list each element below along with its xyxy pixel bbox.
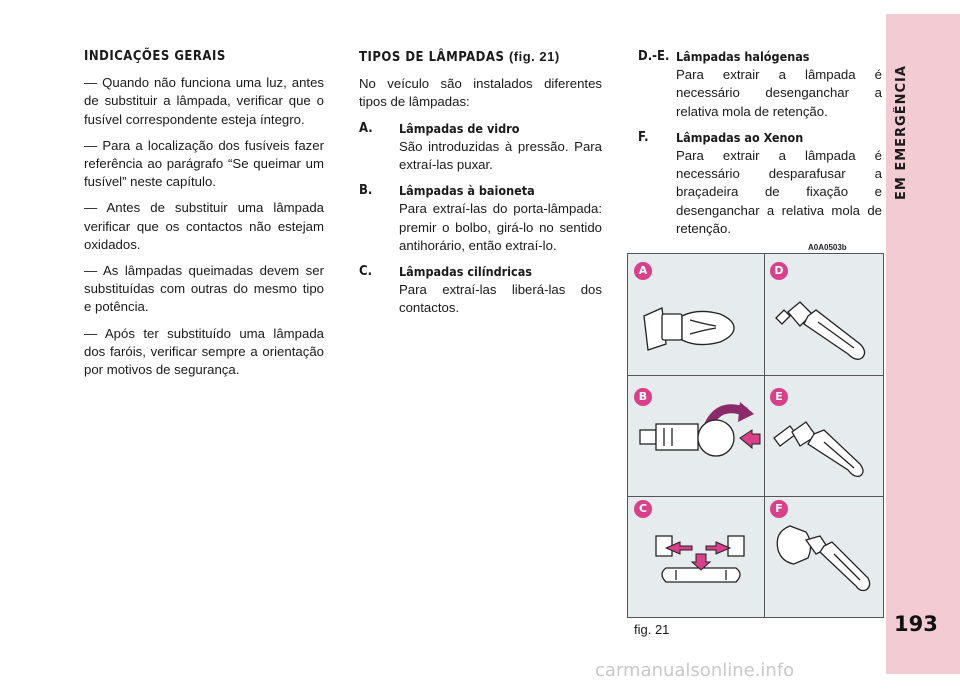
halogen-bulb-e-icon — [770, 406, 880, 486]
paragraph: — As lâmpadas queimadas devem ser substituídas com outras do mesmo tipo e potência. — [84, 263, 324, 315]
general-notes-column — [84, 48, 324, 387]
paragraph: — Para a localização dos fusíveis fazer referência ao parágrafo “Se queimar um fusível” neste capítulo. — [84, 137, 324, 190]
lamp-type-item: C. Lâmpadas cilíndricas Para extraí-las liberá-las dos contactos. — [359, 264, 602, 316]
lamp-type-item: B. Lâmpadas à baioneta Para extraí-las do porta-lâmpada: premir o bolbo, girá-lo no sentido antihorário, então extraí-lo. — [359, 183, 602, 253]
badge-c: C — [634, 500, 652, 518]
page-number: 193 — [894, 612, 938, 636]
lamp-types-heading: TIPOS DE LÂMPADAS (fig. 21) — [359, 49, 560, 65]
lamp-types-column — [359, 48, 602, 326]
paragraph: — Antes de substituir uma lâmpada verificar que os contactos não estejam oxidados. — [84, 200, 324, 252]
lamp-types-column-continued — [638, 48, 882, 246]
lamp-type-item: A. Lâmpadas de vidro São introduzidas à pressão. Para extraí-las puxar. — [359, 120, 602, 173]
badge-a: A — [634, 262, 652, 280]
lamp-type-item: F. Lâmpadas ao Xenon Para extrair a lâmpada é necessário desparafusar a braçadeira de fixação e desenganchar a relativa mola de retenção. — [638, 129, 882, 236]
badge-d: D — [770, 262, 788, 280]
xenon-bulb-icon — [770, 520, 880, 610]
festoon-bulb-icon — [636, 526, 761, 611]
section-tab-label: EM EMERGÊNCIA — [894, 65, 909, 200]
figure-code: A0A0503b — [808, 243, 847, 252]
lamp-types-intro: No veículo são instalados diferentes tipos de lâmpadas: — [359, 76, 602, 110]
general-notes-heading: INDICAÇÕES GERAIS — [84, 49, 226, 64]
badge-b: B — [634, 388, 652, 406]
figure-reference: (fig. 21) — [508, 49, 560, 64]
lamp-type-item: D.-E. Lâmpadas halógenas Para extrair a lâmpada é necessário desenganchar a relativa mola de retenção. — [638, 49, 882, 119]
halogen-bulb-d-icon — [770, 288, 880, 368]
paragraph: — Após ter substituído uma lâmpada dos faróis, verificar sempre a orientação por motivos de segurança. — [84, 325, 324, 378]
lamp-types-figure — [627, 253, 884, 618]
badge-f: F — [770, 500, 788, 518]
paragraph: — Quando não funciona uma luz, antes de substituir a lâmpada, verificar que o fusível correspondente esteja íntegro. — [84, 75, 324, 127]
watermark: carmanualsonline.info — [595, 660, 795, 681]
badge-e: E — [770, 388, 788, 406]
bayonet-bulb-icon — [636, 392, 761, 492]
glass-bulb-icon — [638, 294, 758, 364]
figure-caption: fig. 21 — [634, 622, 670, 637]
